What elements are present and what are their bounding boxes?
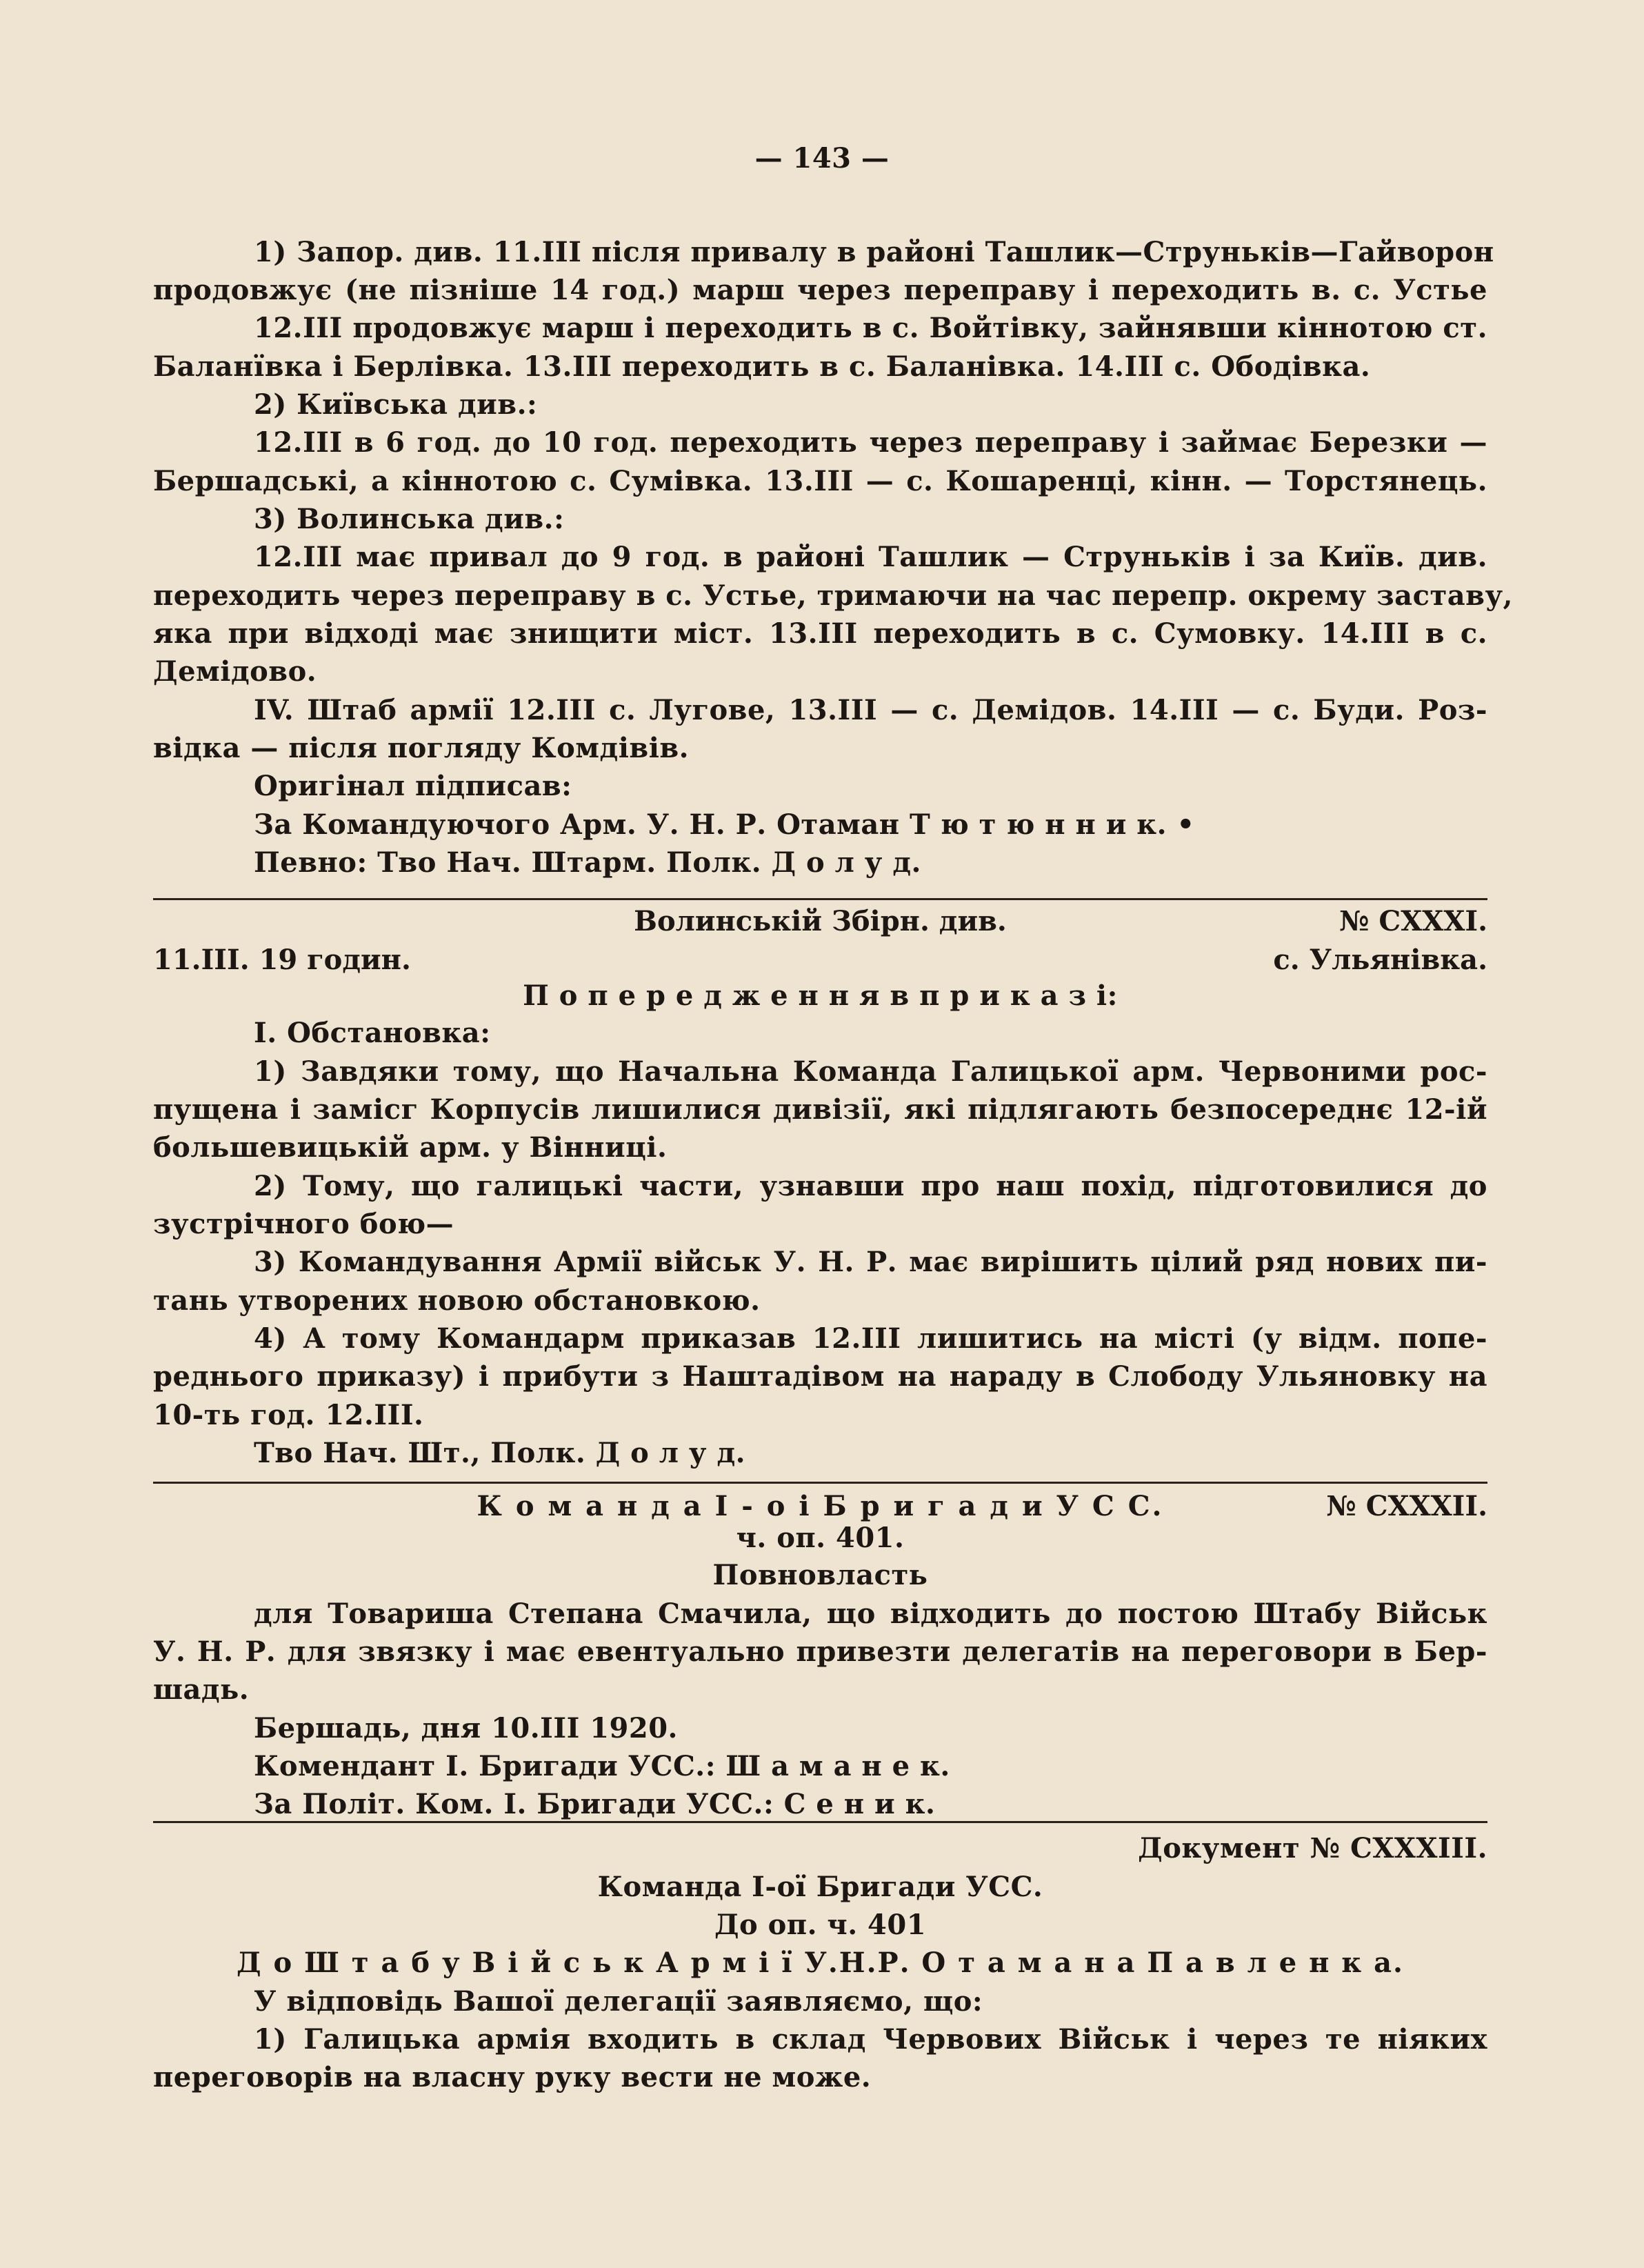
signature-line: За Політ. Ком. I. Бригади УСС.: С е н и к. — [254, 1788, 936, 1820]
text-line: 1) Запор. див. 11.III після привалу в районі Ташлик—Струньків—Гайворон — [254, 236, 1494, 268]
text-line: шадь. — [153, 1673, 250, 1706]
text-line: У. Н. Р. для звязку і має евентуально привезти делегатів на переговори в Бер- — [153, 1635, 1487, 1668]
text-line: Баланївка і Берлівка. 13.III переходить в с. Баланівка. 14.III с. Ободівка. — [153, 350, 1371, 383]
text-line: 3) Командування Армії військ У. Н. Р. має вирішить цілий ряд нових пи- — [254, 1246, 1487, 1278]
doc-unit: К о м а н д а I - о і Б р и г а д и У С С. — [477, 1490, 1164, 1522]
text-line: 1) Галицька армія входить в склад Червових Військ і через те ніяких — [254, 2023, 1487, 2056]
text-line: большевицькій арм. у Вінниці. — [153, 1131, 668, 1164]
doc-date: 11.III. 19 годин. — [153, 944, 411, 976]
text-line: Оригінал підписав: — [254, 770, 572, 802]
text-line: 10-ть год. 12.III. — [153, 1399, 424, 1431]
doc-unit: Волинській Збірн. див. — [634, 905, 1007, 937]
text-line: пущена і замісг Корпусів лишилися дивізії, які підлягають безпосереднє 12-ій — [153, 1093, 1487, 1126]
signature-line: Комендант I. Бригади УСС.: Ш а м а н е к. — [254, 1750, 950, 1782]
text-line: Демідово. — [153, 655, 317, 688]
text-line: У відповідь Вашої делегації заявляємо, що: — [254, 1985, 983, 2018]
text-line: продовжує (не пізніше 14 год.) марш через переправу і переходить в. с. Устье — [153, 274, 1487, 306]
text-line: 12.III продовжує марш і переходить в с. Войтівку, зайнявши кіннотою ст. — [254, 312, 1487, 344]
text-line: реднього приказу) і прибути з Наштадівом на нараду в Слободу Ульяновку на — [153, 1360, 1487, 1393]
signature-line: За Командуючого Арм. У. Н. Р. Отаман Т ю т ю н н и к. • — [254, 808, 1195, 841]
text-line: переходить через переправу в с. Устье, тримаючи на час перепр. окрему заставу, — [153, 579, 1513, 612]
doc-title: П о п е р е д ж е н н я в п р и к а з і: — [523, 979, 1118, 1012]
text-line: яка при відході має знищити міст. 13.III переходить в с. Сумовку. 14.III в с. — [153, 617, 1487, 650]
text-line: IV. Штаб армії 12.III с. Лугове, 13.III — с. Демідов. 14.III — с. Буди. Роз- — [254, 694, 1487, 726]
divider — [153, 1482, 1487, 1484]
doc-title: Повновласть — [712, 1559, 928, 1591]
text-line: 12.III в 6 год. до 10 год. переходить через переправу і займає Березки — — [254, 426, 1487, 459]
text-line: зустрічного бою— — [153, 1208, 454, 1240]
text-line: 12.III має привал до 9 год. в районі Ташлик — Струньків і за Київ. див. — [254, 541, 1487, 573]
doc-unit: Команда I-ої Бригади УСС. — [597, 1871, 1043, 1903]
text-line: Бершадь, дня 10.III 1920. — [254, 1712, 678, 1744]
text-line: 3) Волинська див.: — [254, 503, 565, 535]
doc-number: Документ № CXXXIII. — [1138, 1832, 1487, 1864]
text-line: тань утворених новою обстановкою. — [153, 1284, 761, 1317]
text-line: 2) Тому, що галицькі части, узнавши про наш похід, підготовилися до — [254, 1170, 1487, 1202]
doc-number: № CXXXII. — [1326, 1490, 1487, 1522]
text-line: для Товариша Степана Смачила, що відходить до постою Штабу Військ — [254, 1598, 1487, 1630]
divider — [153, 1821, 1487, 1823]
signature-line: Певно: Тво Нач. Штарм. Полк. Д о л у д. — [254, 846, 921, 879]
doc-ref: До оп. ч. 401 — [714, 1909, 927, 1941]
doc-place: с. Ульянівка. — [1273, 944, 1487, 976]
page-number: — 143 — — [754, 142, 890, 175]
text-line: 2) Київська див.: — [254, 388, 538, 421]
text-line: 1) Завдяки тому, що Начальна Команда Галицької арм. Червоними рос- — [254, 1055, 1487, 1088]
signature-line: Тво Нач. Шт., Полк. Д о л у д. — [254, 1437, 746, 1469]
divider — [153, 898, 1487, 900]
text-line: Бершадські, а кіннотою с. Сумівка. 13.III — с. Кошаренці, кінн. — Торстянець. — [153, 465, 1487, 497]
doc-number: № CXXXI. — [1339, 905, 1487, 937]
text-line: відка — після погляду Комдівів. — [153, 732, 690, 764]
doc-addressee: Д о Ш т а б у В і й с ь к А р м і ї У.Н.Р. О т а м а н а П а в л е н к а. — [237, 1947, 1404, 1979]
text-line: 4) А тому Командарм приказав 12.III лишитись на місті (у відм. попе- — [254, 1322, 1487, 1355]
doc-ref: ч. оп. 401. — [736, 1522, 905, 1554]
text-line: переговорів на власну руку вести не може. — [153, 2061, 872, 2093]
text-line: I. Обстановка: — [254, 1017, 491, 1049]
